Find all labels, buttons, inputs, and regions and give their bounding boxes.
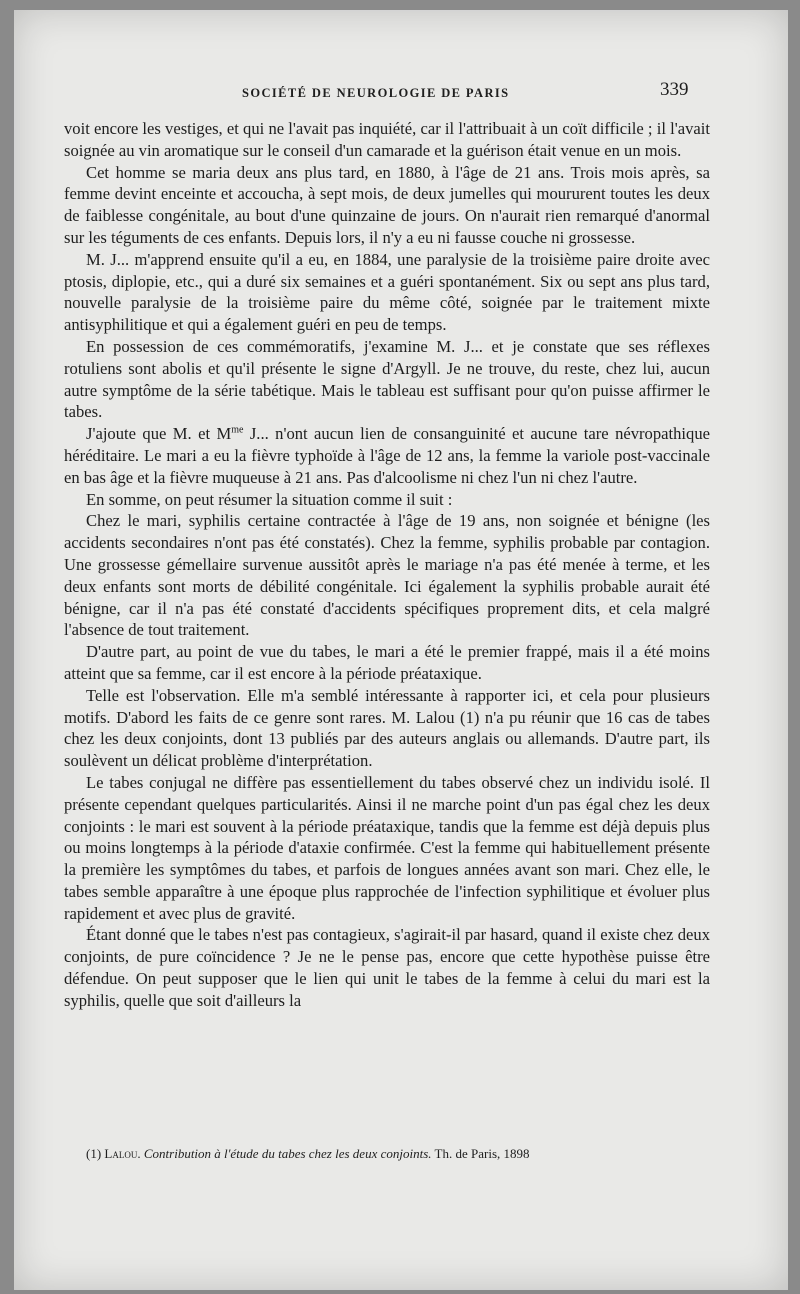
footnote-author: Lalou. (104, 1146, 141, 1161)
paragraph-1: voit encore les vestiges, et qui ne l'avait pas inquiété, car il l'attribuait à un coït difficile ; il l'avait soignée au vin aromatique sur le conseil d'un camarade et la guérison était venue en un mois. (64, 119, 710, 160)
paragraph-7: Chez le mari, syphilis certaine contractée à l'âge de 19 ans, non soignée et bénigne (les accidents secondaires n'ont pas été constatés). Chez la femme, syphilis probable par contagion. Une grossesse gémellaire survenue aussitôt après le mariage n'a pas été menée à terme, et les deux enfants sont morts de débilité congénitale. Ici également la syphilis probable aurait été bénigne, car il n'a pas été constaté d'accidents spécifiques proprement dits, et cela malgré l'absence de tout traitement. (64, 511, 710, 640)
footnote-source: Th. de Paris, 1898 (434, 1146, 530, 1161)
paragraph-10: Le tabes conjugal ne diffère pas essentiellement du tabes observé chez un individu isolé. Il présente cependant quelques particularités. Ainsi il ne marche point d'un pas égal chez les deux conjoints : le mari est souvent à la période préataxique, tandis que la femme est déjà depuis plus ou moins longtemps à la période d'ataxie confirmée. C'est la femme qui habituellement présente la première les symptômes du tabes, et parfois de longues années avant son mari. Chez elle, le tabes semble apparaître à une époque plus rapprochée de l'infection syphilitique et évoluer plus rapidement et avec plus de gravité. (64, 772, 710, 923)
book-page (14, 10, 788, 1290)
paragraph-3: M. J... m'apprend ensuite qu'il a eu, en 1884, une paralysie de la troisième paire droite avec ptosis, diplopie, etc., qui a duré six semaines et a guéri spontanément. Six ou sept ans plus tard, nouvelle paralysie de la troisième paire du même côté, soignée par le traitement mixte antisyphilitique et qui a également guéri en peu de temps. (64, 249, 710, 335)
paragraph-4: En possession de ces commémoratifs, j'examine M. J... et je constate que ses réflexes rotuliens sont abolis et qu'il présente le signe d'Argyll. Je ne trouve, du reste, chez lui, aucun autre symptôme de la série tabétique. Mais le tableau est suffisant pour qu'on puisse affirmer le tabes. (64, 336, 710, 422)
footnote (86, 1146, 710, 1162)
paragraph-11: Étant donné que le tabes n'est pas contagieux, s'agirait-il par hasard, quand il existe chez deux conjoints, de pure coïncidence ? Je ne le pense pas, encore que cette hypothèse puisse être défendue. On peut supposer que le lien qui unit le tabes de la femme à celui du mari est la syphilis, quelle que soit d'ailleurs la (64, 925, 710, 1010)
paragraph-5-rest: J... n'ont aucun lien de consanguinité et aucune tare névropathique héréditaire. Le mari a eu la fièvre typhoïde à l'âge de 12 ans, la femme la variole post-vaccinale en bas âge et la fièvre muqueuse à 21 ans. Pas d'alcoolisme ni chez l'un ni chez l'autre. (64, 424, 710, 487)
body-text (64, 118, 710, 1012)
footnote-title: Contribution à l'étude du tabes chez les deux conjoints. (143, 1146, 432, 1161)
running-title: SOCIÉTÉ DE NEUROLOGIE DE PARIS (242, 86, 510, 100)
paragraph-6: En somme, on peut résumer la situation comme il suit : (86, 489, 453, 509)
footnote-marker: (1) (86, 1146, 102, 1161)
paragraph-5 (64, 423, 710, 488)
page-header (14, 76, 788, 106)
paragraph-9: Telle est l'observation. Elle m'a semblé intéressante à rapporter ici, et cela pour plusieurs motifs. D'abord les faits de ce genre sont rares. M. Lalou (1) n'a pu réunir que 16 cas de tabes chez les deux conjoints, dont 13 publiés par des auteurs anglais ou allemands. D'autre part, ils soulèvent un délicat problème d'interprétation. (64, 685, 710, 771)
madame-superscript: me (231, 424, 244, 436)
paragraph-8: D'autre part, au point de vue du tabes, le mari a été le premier frappé, mais il a été moins atteint que sa femme, car il est encore à la période préataxique. (64, 642, 710, 683)
paragraph-5-start: J'ajoute que M. et M (86, 424, 232, 444)
paragraph-2: Cet homme se maria deux ans plus tard, en 1880, à l'âge de 21 ans. Trois mois après, sa femme devint enceinte et accoucha, à sept mois, de deux jumelles qui moururent toutes les deux de faiblesse congénitale, au bout d'une quinzaine de jours. On n'aurait rien remarqué d'anormal sur les téguments de ces enfants. Depuis lors, il n'y a eu ni fausse couche ni grossesse. (64, 162, 710, 247)
page-number: 339 (660, 79, 689, 100)
